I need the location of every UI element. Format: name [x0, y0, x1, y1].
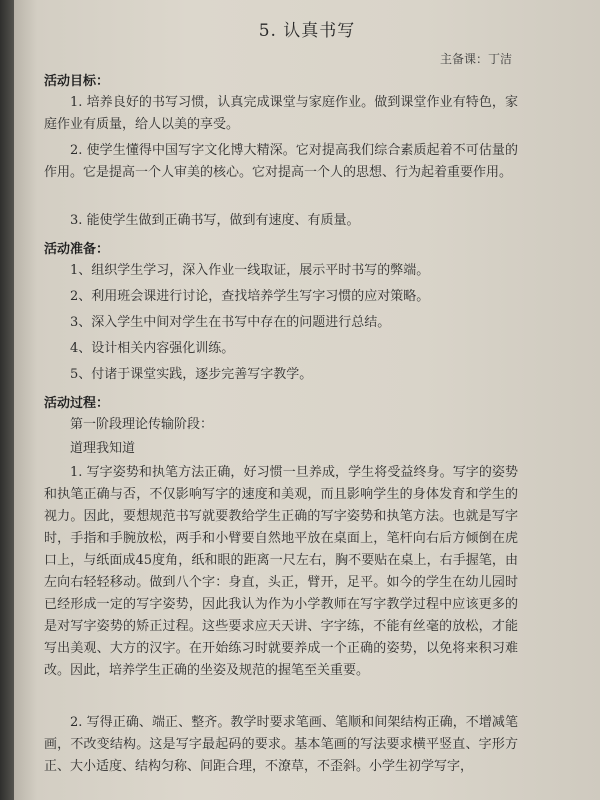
process-stage: 第一阶段理论传输阶段： [70, 417, 214, 432]
document-page [14, 0, 600, 800]
goal-item-3: 3. 能使学生做到正确书写，做到有速度、有质量。 [70, 213, 360, 228]
prep-heading: 活动准备： [44, 242, 110, 257]
process-subheading: 道理我知道 [70, 441, 136, 456]
prep-item-4: 4、设计相关内容强化训练。 [70, 341, 235, 356]
prep-item-1: 1、组织学生学习，深入作业一线取证，展示平时书写的弊端。 [70, 263, 430, 278]
goals-heading: 活动目标： [44, 74, 110, 89]
process-heading: 活动过程： [44, 396, 110, 411]
prep-item-5: 5、付诸于课堂实践，逐步完善写字教学。 [70, 367, 313, 382]
process-paragraph-2: 2. 写得正确、端正、整齐。教学时要求笔画、笔顺和间架结构正确，不增减笔画，不改变结构。这是写字最起码的要求。基本笔画的写法要求横平竖直、字形方正、大小适度、结构匀称、间距合理，不潦草，不歪斜。小学生初学写字， [44, 715, 518, 774]
goal-item-1: 1. 培养良好的书写习惯，认真完成课堂与家庭作业。做到课堂作业有特色，家庭作业有质量，给人以美的享受。 [44, 95, 518, 132]
page-title: 5. 认真书写 [258, 21, 356, 41]
prep-item-3: 3、深入学生中间对学生在书写中存在的问题进行总结。 [70, 315, 391, 330]
book-spine-shadow [0, 0, 14, 800]
teacher-credit: 主备课：丁洁 [439, 52, 512, 66]
goal-item-2: 2. 使学生懂得中国写字文化博大精深。它对提高我们综合素质起着不可估量的作用。它是提高一个人审美的核心。它对提高一个人的思想、行为起着重要作用。 [44, 143, 518, 180]
prep-item-2: 2、利用班会课进行讨论，查找培养学生写字习惯的应对策略。 [70, 289, 430, 304]
process-paragraph-1: 1. 写字姿势和执笔方法正确，好习惯一旦养成，学生将受益终身。写字的姿势和执笔正确与否，不仅影响写字的速度和美观，而且影响学生的身体发育和学生的视力。因此，要想规范书写就要教给学生正确的写字姿势和执笔方法。也就是写字时，手指和手腕放松，两手和小臂要自然地平放在桌面上，笔杆向右后方倾倒在虎口上，与纸面成45度角，纸和眼的距离一尺左右，胸不要贴在桌上，右手握笔，由左向右轻轻移动。做到八个字：身直，头正，臂开，足平。如今的学生在幼儿园时已经形成一定的写字姿势，因此我认为作为小学教师在写字教学过程中应该更多的是对写字姿势的矫正过程。这些要求应天天讲、字字练，不能有丝毫的放松，才能写出美观、大方的汉字。在开始练习时就要养成一个正确的姿势，以免将来积习难改。因此，培养学生正确的坐姿及规范的握笔至关重要。 [44, 465, 518, 678]
